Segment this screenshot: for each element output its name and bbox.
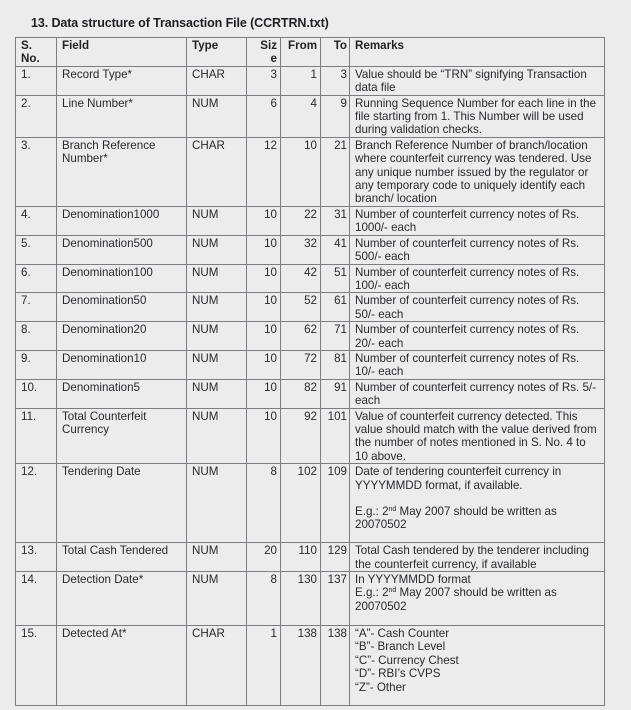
cell-from — [281, 464, 321, 543]
cell-to — [321, 350, 350, 379]
cell-from — [281, 66, 321, 95]
cell-size — [247, 543, 281, 572]
cell-size-text: 20 — [264, 544, 277, 558]
cell-from-text: 32 — [304, 236, 317, 250]
cell-field-text: Denomination100 — [62, 265, 153, 279]
table-row — [16, 293, 605, 322]
cell-remarks — [350, 322, 605, 351]
cell-from — [281, 543, 321, 572]
cell-type — [187, 137, 247, 206]
cell-from — [281, 264, 321, 293]
cell-to-text: 41 — [334, 236, 347, 250]
cell-size-text: 1 — [270, 627, 277, 640]
cell-sno — [16, 264, 57, 293]
cell-type-text: NUM — [192, 236, 219, 250]
cell-field — [57, 572, 187, 626]
cell-type-text: NUM — [192, 207, 219, 221]
cell-from-text: 22 — [304, 207, 317, 221]
cell-type — [187, 626, 247, 706]
cell-to-text: 101 — [327, 409, 347, 423]
cell-from-text: 1 — [310, 67, 317, 81]
cell-size-text: 10 — [264, 351, 277, 365]
cell-from-text: 82 — [304, 380, 317, 394]
cell-to — [321, 464, 350, 543]
cell-to-text: 71 — [334, 323, 347, 337]
remarks-text: Number of counterfeit currency notes of Rs. 5/- each — [355, 380, 596, 408]
cell-to — [321, 626, 350, 706]
cell-from-text: 42 — [304, 265, 317, 279]
cell-remarks — [350, 235, 605, 264]
cell-field-text: Denomination5 — [62, 380, 140, 394]
cell-sno — [16, 543, 57, 572]
cell-remarks — [350, 408, 605, 464]
cell-type — [187, 322, 247, 351]
cell-size — [247, 264, 281, 293]
table-row — [16, 350, 605, 379]
remarks-text: Number of counterfeit currency notes of Rs. 50/- each — [355, 294, 580, 321]
cell-size — [247, 322, 281, 351]
cell-size-text: 10 — [264, 409, 277, 423]
cell-field-text: Line Number* — [62, 96, 133, 110]
remarks-text: Number of counterfeit currency notes of Rs. 1000/- each — [355, 207, 580, 235]
cell-remarks — [350, 293, 605, 322]
cell-to — [321, 408, 350, 464]
cell-size-text: 8 — [270, 465, 277, 479]
cell-type-text: NUM — [192, 409, 219, 423]
cell-remarks — [350, 206, 605, 235]
remarks-option: “D”- RBI’s CVPS — [355, 667, 441, 681]
cell-field-text: Denomination20 — [62, 323, 147, 337]
cell-type-text: NUM — [192, 351, 219, 365]
cell-from-text: 138 — [297, 627, 317, 640]
cell-sno-text: 14. — [21, 573, 38, 586]
remarks-text: In YYYYMMDD format — [355, 573, 471, 586]
cell-to — [321, 572, 350, 626]
remarks-text: Value should be “TRN” signifying Transaction data file — [355, 67, 587, 95]
header-size: Siz e — [247, 38, 281, 67]
cell-sno — [16, 322, 57, 351]
cell-from-text: 102 — [297, 465, 317, 479]
cell-from — [281, 235, 321, 264]
table-row — [16, 379, 605, 408]
cell-field-text: Denomination1000 — [62, 207, 160, 221]
cell-field-text: Detected At* — [62, 627, 127, 640]
cell-field-text: Record Type* — [62, 67, 133, 81]
table-row — [16, 408, 605, 464]
cell-field-text: Denomination50 — [62, 294, 147, 308]
table-row — [16, 543, 605, 572]
cell-to-text: 129 — [327, 544, 347, 558]
section-title: 13. Data structure of Transaction File (CCRTRN.txt) — [31, 16, 329, 30]
remarks-text: Total Cash tendered by the tenderer including the counterfeit currency, if available — [355, 544, 589, 571]
cell-from — [281, 408, 321, 464]
cell-size — [247, 464, 281, 543]
remarks-text: Date of tendering counterfeit currency in YYYYMMDD format, if available. — [355, 465, 562, 492]
cell-to — [321, 293, 350, 322]
cell-from — [281, 626, 321, 706]
cell-type-text: NUM — [192, 544, 219, 558]
cell-sno-text: 13. — [21, 544, 38, 558]
cell-size-text: 12 — [264, 138, 277, 152]
remarks-example: E.g.: 2nd May 2007 should be written as 20070502 — [355, 586, 557, 613]
cell-to-text: 109 — [327, 465, 347, 479]
cell-size-text: 10 — [264, 380, 277, 394]
cell-type — [187, 66, 247, 95]
cell-sno — [16, 572, 57, 626]
cell-type — [187, 206, 247, 235]
table-row — [16, 137, 605, 206]
remarks-example: E.g.: 2nd May 2007 should be written as 20070502 — [355, 505, 557, 532]
cell-size-text: 8 — [270, 573, 277, 586]
cell-type-text: NUM — [192, 96, 219, 110]
cell-sno-text: 3. — [21, 138, 31, 152]
cell-type — [187, 235, 247, 264]
table-row — [16, 626, 605, 706]
cell-from-text: 10 — [304, 138, 317, 152]
cell-size — [247, 350, 281, 379]
cell-size-text: 10 — [264, 265, 277, 279]
table-row — [16, 322, 605, 351]
cell-field — [57, 408, 187, 464]
cell-size — [247, 572, 281, 626]
cell-to-text: 91 — [334, 380, 347, 394]
cell-from — [281, 206, 321, 235]
cell-remarks — [350, 543, 605, 572]
cell-field-text: Total Cash Tendered — [62, 544, 169, 558]
remarks-option: “B”- Branch Level — [355, 640, 446, 654]
cell-to-text: 81 — [334, 351, 347, 365]
table-row — [16, 572, 605, 626]
cell-field — [57, 543, 187, 572]
data-structure-table — [15, 37, 605, 706]
table-row — [16, 95, 605, 137]
cell-to-text: 3 — [340, 67, 347, 81]
cell-type — [187, 95, 247, 137]
remarks-text: Value of counterfeit currency detected. This value should match with the value derived from the number of notes mentioned in S. No. 4 to 10 above. — [355, 409, 597, 463]
cell-type — [187, 379, 247, 408]
cell-type — [187, 264, 247, 293]
cell-sno — [16, 350, 57, 379]
cell-size — [247, 95, 281, 137]
cell-size-text: 10 — [264, 294, 277, 308]
cell-from-text: 62 — [304, 323, 317, 337]
cell-to-text: 21 — [334, 138, 347, 152]
cell-from — [281, 572, 321, 626]
cell-sno-text: 2. — [21, 96, 31, 110]
cell-type-text: NUM — [192, 265, 219, 279]
cell-sno-text: 4. — [21, 207, 31, 221]
cell-field — [57, 379, 187, 408]
cell-field — [57, 235, 187, 264]
remarks-option: “C”- Currency Chest — [355, 653, 459, 667]
cell-field — [57, 137, 187, 206]
cell-field-text: Branch Reference Number* — [62, 138, 156, 166]
cell-size — [247, 408, 281, 464]
cell-field — [57, 350, 187, 379]
cell-sno — [16, 626, 57, 706]
remarks-text: Running Sequence Number for each line in the file starting from 1. This Number will be used during validation checks. — [355, 96, 597, 137]
cell-sno-text: 15. — [21, 627, 38, 640]
cell-type-text: NUM — [192, 573, 219, 586]
header-field: Field — [57, 38, 187, 67]
remarks-text: Number of counterfeit currency notes of Rs. 20/- each — [355, 323, 580, 350]
cell-size — [247, 626, 281, 706]
cell-from-text: 92 — [304, 409, 317, 423]
cell-from-text: 130 — [297, 573, 317, 586]
cell-type-text: CHAR — [192, 67, 225, 81]
cell-from — [281, 379, 321, 408]
cell-to-text: 51 — [334, 265, 347, 279]
header-sno: S. No. — [16, 38, 57, 67]
cell-remarks — [350, 379, 605, 408]
cell-type-text: CHAR — [192, 138, 225, 152]
cell-to — [321, 206, 350, 235]
cell-type — [187, 350, 247, 379]
cell-sno — [16, 379, 57, 408]
cell-from-text: 110 — [298, 544, 317, 558]
cell-sno-text: 6. — [21, 265, 31, 279]
cell-type — [187, 543, 247, 572]
cell-field — [57, 626, 187, 706]
cell-from — [281, 137, 321, 206]
cell-field — [57, 66, 187, 95]
cell-type-text: NUM — [192, 323, 219, 337]
cell-type — [187, 572, 247, 626]
cell-sno — [16, 206, 57, 235]
cell-to — [321, 264, 350, 293]
cell-sno-text: 9. — [21, 351, 31, 365]
cell-to — [321, 322, 350, 351]
cell-remarks — [350, 350, 605, 379]
cell-size — [247, 235, 281, 264]
cell-remarks — [350, 464, 605, 543]
cell-to-text: 137 — [327, 573, 347, 586]
header-row — [16, 38, 605, 67]
cell-sno-text: 12. — [21, 465, 38, 479]
cell-to — [321, 95, 350, 137]
cell-sno — [16, 464, 57, 543]
cell-field — [57, 95, 187, 137]
header-from: From — [281, 38, 321, 67]
cell-field-text: Tendering Date — [62, 465, 141, 479]
cell-size — [247, 379, 281, 408]
cell-type-text: NUM — [192, 294, 219, 308]
cell-from-text: 72 — [304, 351, 317, 365]
header-type: Type — [187, 38, 247, 67]
cell-to-text: 9 — [340, 96, 347, 110]
cell-sno — [16, 408, 57, 464]
cell-from — [281, 350, 321, 379]
cell-type-text: CHAR — [192, 627, 225, 640]
cell-field-text: Total Counterfeit Currency — [62, 409, 147, 436]
cell-sno — [16, 235, 57, 264]
table-row — [16, 264, 605, 293]
cell-sno — [16, 95, 57, 137]
remarks-text: Number of counterfeit currency notes of Rs. 100/- each — [355, 265, 580, 292]
cell-from-text: 52 — [304, 294, 317, 308]
cell-type-text: NUM — [192, 380, 219, 394]
cell-remarks — [350, 95, 605, 137]
cell-remarks — [350, 572, 605, 626]
cell-type — [187, 464, 247, 543]
cell-size — [247, 66, 281, 95]
cell-field — [57, 293, 187, 322]
cell-sno-text: 10. — [21, 380, 38, 394]
cell-size-text: 6 — [270, 96, 277, 110]
remarks-option: “A”- Cash Counter — [355, 627, 450, 640]
remarks-text: Branch Reference Number of branch/location where counterfeit currency was tendered. Use any unique number issued by the regulator or any temporary code to uniquely identify each branch/ location — [355, 138, 592, 206]
remarks-text: Number of counterfeit currency notes of Rs. 500/- each — [355, 236, 580, 264]
cell-remarks — [350, 66, 605, 95]
cell-to-text: 138 — [327, 627, 347, 640]
header-remarks: Remarks — [350, 38, 605, 67]
cell-field — [57, 464, 187, 543]
cell-sno-text: 1. — [21, 67, 31, 81]
cell-size-text: 10 — [264, 236, 277, 250]
cell-sno — [16, 137, 57, 206]
cell-type — [187, 293, 247, 322]
cell-from — [281, 95, 321, 137]
cell-field-text: Detection Date* — [62, 573, 144, 586]
cell-type — [187, 408, 247, 464]
cell-sno-text: 8. — [21, 323, 31, 337]
table-row — [16, 66, 605, 95]
cell-sno — [16, 66, 57, 95]
cell-field — [57, 264, 187, 293]
cell-field — [57, 206, 187, 235]
table-row — [16, 464, 605, 543]
cell-to — [321, 235, 350, 264]
header-to: To — [321, 38, 350, 67]
cell-from-text: 4 — [310, 96, 317, 110]
remarks-text: Number of counterfeit currency notes of Rs. 10/- each — [355, 351, 580, 379]
cell-size — [247, 137, 281, 206]
cell-to — [321, 543, 350, 572]
cell-to — [321, 379, 350, 408]
cell-from — [281, 322, 321, 351]
cell-remarks — [350, 626, 605, 706]
cell-size-text: 3 — [270, 67, 277, 81]
cell-sno-text: 11. — [21, 409, 37, 423]
cell-size-text: 10 — [264, 207, 277, 221]
cell-size-text: 10 — [264, 323, 277, 337]
cell-sno-text: 7. — [21, 294, 31, 308]
remarks-option: “Z”- Other — [355, 680, 406, 694]
cell-to — [321, 137, 350, 206]
cell-type-text: NUM — [192, 465, 219, 479]
cell-field-text: Denomination10 — [62, 351, 147, 365]
cell-size — [247, 293, 281, 322]
cell-sno — [16, 293, 57, 322]
cell-field-text: Denomination500 — [62, 236, 153, 250]
cell-to — [321, 66, 350, 95]
table-row — [16, 235, 605, 264]
cell-remarks — [350, 137, 605, 206]
table-row — [16, 206, 605, 235]
cell-from — [281, 293, 321, 322]
cell-sno-text: 5. — [21, 236, 31, 250]
cell-remarks — [350, 264, 605, 293]
cell-size — [247, 206, 281, 235]
cell-field — [57, 322, 187, 351]
cell-to-text: 61 — [334, 294, 347, 308]
cell-to-text: 31 — [334, 207, 347, 221]
